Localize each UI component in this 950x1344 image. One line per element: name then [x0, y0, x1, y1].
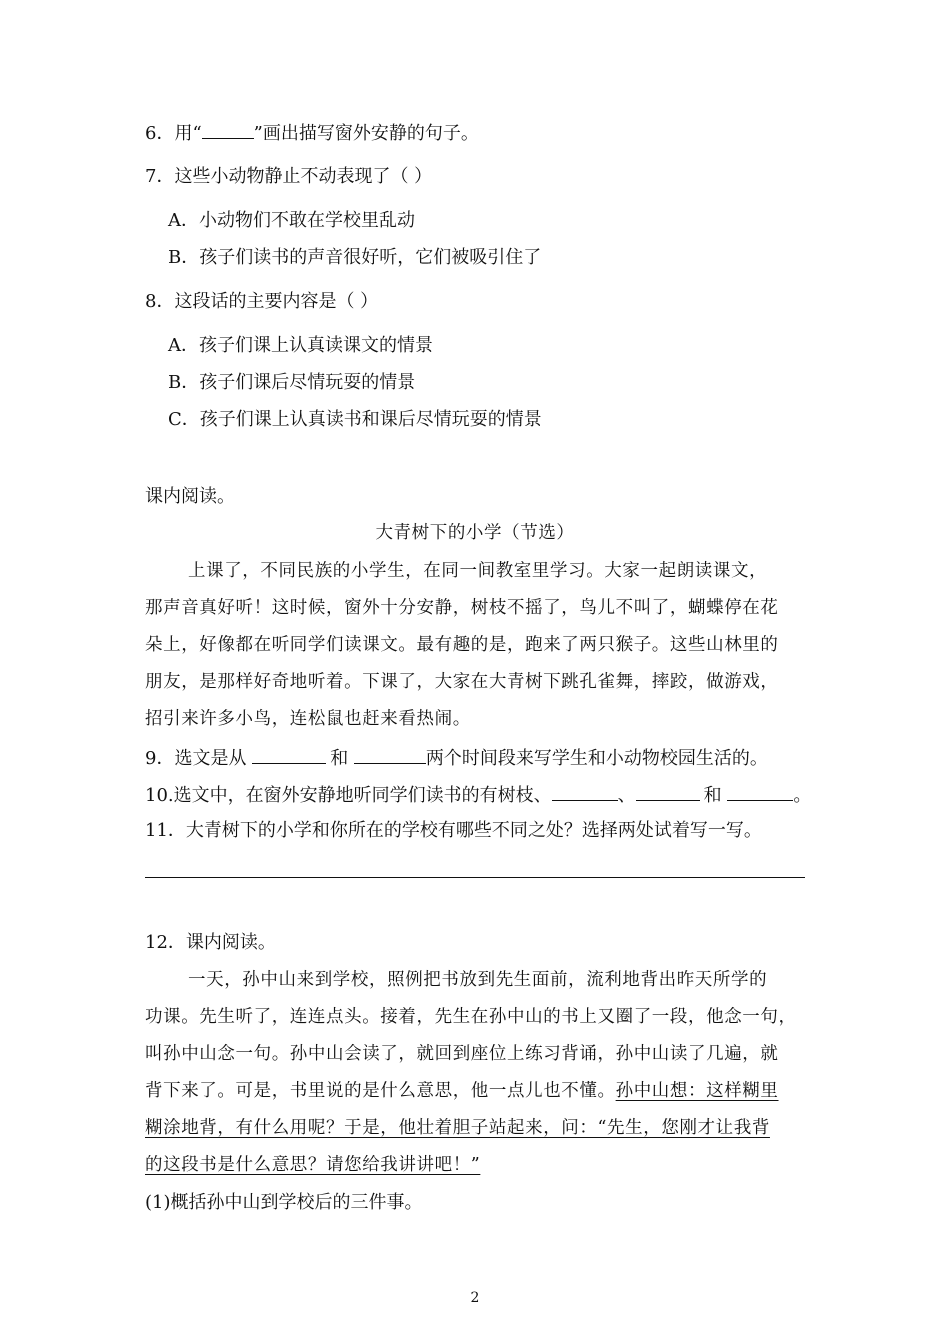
question-10: 10.选文中，在窗外安静地听同学们读书的有树枝、 、 和 。 [145, 782, 811, 808]
answer-blank[interactable] [636, 782, 700, 801]
answer-blank[interactable] [252, 745, 326, 764]
underlined-sentence: 糊涂地背，有什么用呢？于是，他壮着胆子站起来，问：“先生，您刚才让我背 [145, 1118, 770, 1138]
passage-title: 大青树下的小学（节选） [375, 523, 575, 543]
passage-2-line-4: 背下来了。可是，书里说的是什么意思，他一点儿也不懂。孙中山想：这样糊里 [145, 1081, 779, 1101]
answer-line[interactable] [145, 877, 805, 878]
sub-question-1: (1)概括孙中山到学校后的三件事。 [145, 1192, 423, 1213]
page-number: 2 [470, 1290, 480, 1306]
answer-blank[interactable] [727, 782, 793, 801]
passage-line-4: 朋友，是那样好奇地听着。下课了，大家在大青树下跳孔雀舞，摔跤，做游戏， [145, 672, 779, 692]
passage-2-line-5 [145, 1116, 770, 1140]
question-7-option-b[interactable]: B．孩子们读书的声音很好听，它们被吸引住了 [168, 247, 542, 268]
passage-2-line-1: 一天，孙中山来到学校，照例把书放到先生面前，流利地背出昨天所学的 [188, 970, 768, 990]
passage-2-line-6 [145, 1153, 480, 1177]
underlined-sentence: 的这段书是什么意思？请您给我讲讲吧！” [145, 1155, 481, 1175]
question-11: 11．大青树下的小学和你所在的学校有哪些不同之处？选择两处试着写一写。 [145, 820, 762, 841]
question-8-stem: 8．这段话的主要内容是（ ） [145, 291, 379, 312]
answer-blank[interactable] [202, 120, 254, 139]
passage-line-5: 招引来许多小鸟，连松鼠也赶来看热闹。 [145, 709, 471, 729]
question-6: 6．用“ ”画出描写窗外安静的句子。 [145, 120, 479, 146]
reading-2-intro: 12．课内阅读。 [145, 932, 276, 953]
question-8-option-b[interactable]: B．孩子们课后尽情玩耍的情景 [168, 372, 416, 393]
reading-1-intro: 课内阅读。 [145, 486, 235, 507]
answer-blank[interactable] [552, 782, 618, 801]
question-8-option-c[interactable]: C．孩子们课上认真读书和课后尽情玩耍的情景 [168, 409, 542, 430]
question-7-stem: 7．这些小动物静止不动表现了（ ） [145, 166, 433, 187]
passage-2-line-3: 叫孙中山念一句。孙中山会读了，就回到座位上练习背诵，孙中山读了几遍，就 [145, 1044, 779, 1064]
passage-line-3: 朵上，好像都在听同学们读课文。最有趣的是，跑来了两只猴子。这些山林里的 [145, 635, 779, 655]
question-9: 9．选文是从 和 两个时间段来写学生和小动物校园生活的。 [145, 745, 768, 771]
question-8-option-a[interactable]: A．孩子们课上认真读课文的情景 [168, 335, 433, 356]
passage-2-line-2: 功课。先生听了，连连点头。接着，先生在孙中山的书上又圈了一段，他念一句， [145, 1007, 797, 1027]
passage-line-1: 上课了，不同民族的小学生，在同一间教室里学习。大家一起朗读课文， [188, 561, 768, 581]
passage-line-2: 那声音真好听！这时候，窗外十分安静，树枝不摇了，鸟儿不叫了，蝴蝶停在花 [145, 598, 779, 618]
question-7-option-a[interactable]: A．小动物们不敢在学校里乱动 [168, 210, 415, 231]
underlined-sentence: 孙中山想：这样糊里 [615, 1081, 779, 1101]
answer-blank[interactable] [354, 745, 426, 764]
